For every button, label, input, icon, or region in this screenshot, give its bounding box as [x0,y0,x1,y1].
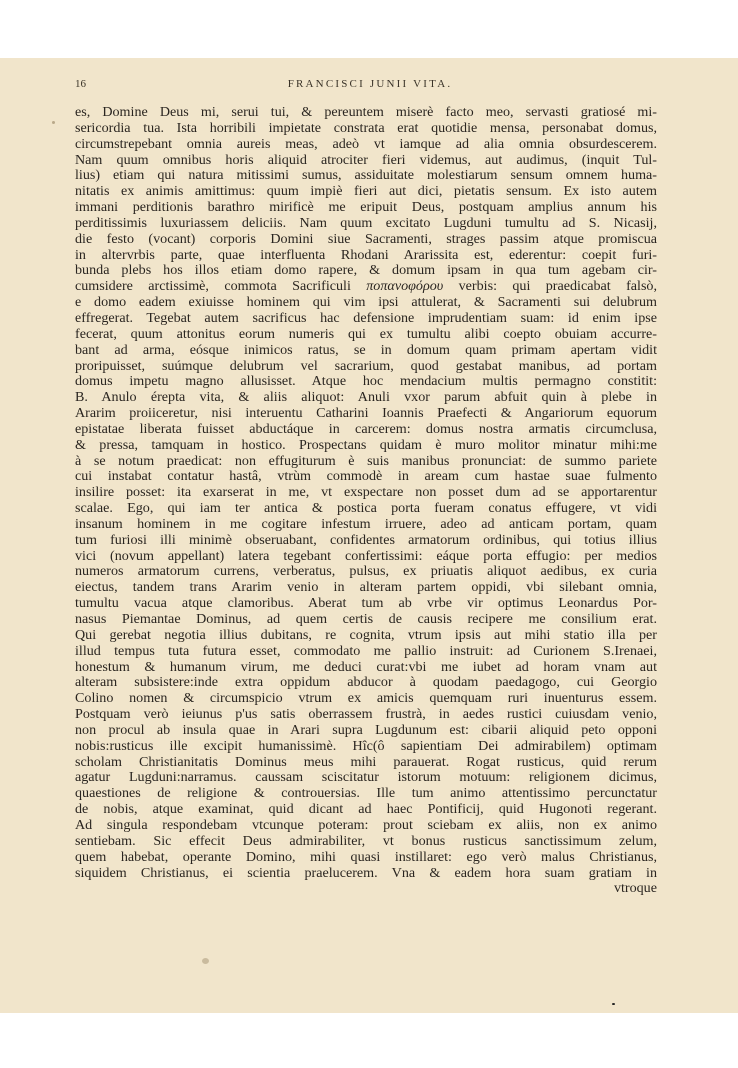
ink-speck [202,958,209,964]
text-line: Nam quum omnibus horis aliquid atrociter fieri videmus, aut audimus, (inquit Tul- [75,151,657,168]
ink-speck [612,1003,615,1005]
text-line: quaestiones de religione & controuersias. Ille tum animo attentissimo percunctatur [75,785,657,802]
text-line: à se notum praedicat: non effugiturum è suis manibus pronunciat: de summo pariete [75,452,657,469]
text-line: lius) etiam qui natura mitissimi sumus, assiduitate molestiarum sensum omnem huma- [75,167,657,184]
text-line: agatur Lugduni:narramus. caussam sciscitatur istorum motuum: religionem dicimus, [75,769,657,786]
ink-speck [52,121,55,124]
text-line: sentiebam. Sic effecit Deus admirabiliter, vt bonus rusticus sanctissimum zelum, [75,832,657,849]
text-line: illud tempus tuta futura esset, commodato me pallio instruit: ad Curionem S.Irenaei, [75,642,657,659]
text-line: de nobis, atque examinat, quid dicant ad haec Pontificij, quid Hugonoti regerant. [75,801,657,818]
text-line: immani perditionis barathro mirificè me eripuit Deus, postquam amplius annum his [75,199,657,216]
text-line: nobis:rusticus ille excipit humanissimè. Hîc(ô sapientiam Dei admirabilem) optimam [75,737,657,754]
page-number: 16 [75,78,86,90]
text-line: nitatis ex animis amittimus: quum impiè fieri aut dici, pietatis sensum. Ex isto autem [75,183,657,200]
text-line: Ararim proiiceretur, nisi interuentu Catharini Ioannis Praefecti & Angariorum equorum [75,405,657,422]
text-line: circumstrepebant omnia aureis meas, adeò vt iamque ad alia omnia obsurdescerem. [75,135,657,152]
text-line: non procul ab insula quae in Arari supra Lugdunum est: cibarii aliquid peto opponi [75,721,657,738]
body-text [75,105,657,897]
text-line: es, Domine Deus mi, serui tui, & pereuntem miserè facto meo, servasti gratiosé mi- [75,104,657,120]
text-line: vici (novum appellant) latera tegebant confertissimi: eáque porta effugio: per medios [75,547,657,564]
text-line: effregerat. Tegebat autem sacrificus hac defensione imprudentiam suam: id enim ipse [75,309,657,326]
text-line: Colino nomen & circumspicio vtrum ex amicis quemquam ruri inuenturus essem. [75,690,657,707]
text-line: insilire posset: ita exarserat in me, vt exspectare non posset dum ad se apportarentur [75,484,657,501]
text-line: insanum hominem in me cogitare infestum irruere, adeo ad anticam portam, quam [75,515,657,532]
text-line: in altervrbis parte, quae interfluenta Rhodani Ararissita est, ederentur: coepit furi- [75,246,657,263]
text-line: proripuisset, suúmque delubrum vel sacrarium, quod gestabat manibus, ad portam [75,357,657,374]
catchword: vtroque [613,880,657,897]
text-line: cui instabat contatur hastâ, vtrùm commodè in aream cum hastae suae fulmento [75,468,657,485]
text-line: scholam Christianitatis Dominus meus mihi parauerat. Rogat rusticus, quid rerum [75,753,657,770]
text-line: quem habebat, operante Domino, mihi quasi instillaret: ego verò malus Christianus, [75,848,657,865]
book-page [0,58,738,1013]
text-line: & pressa, tamquam in hostico. Prospectans quidam è muro molitor minatur mihi:me [75,436,657,453]
text-line: bunda plebs hos illos etiam domo rapere, & domum ipsam in qua tum agebam cir- [75,262,657,279]
text-line: scalae. Ego, qui iam ter antica & postica porta fueram conatus effugere, vt vidi [75,500,657,517]
text-line: cumsidere arctissimè, commota Sacrificuli ποπανοφόρου verbis: qui praedicabat falsò, [75,278,657,295]
text-line: die festo (vocant) corporis Domini siue Sacramenti, strages passim atque promiscua [75,230,657,247]
text-line: e domo eadem exiuisse hominem qui vim ipsi attulerat, & Sacramenti sui delubrum [75,294,657,311]
text-line: fecerat, quum attonitus eorum numeris qui ex tumultu alibi coepto obuiam accurre- [75,325,657,342]
text-line: tum furiosi illi minimè obseruabant, confidentes armatorum ordinibus, qui totius illius [75,531,657,548]
text-line: honestum & humanum virum, me deduci curat:vbi me iubet ad horam vnam aut [75,658,657,675]
running-title: FRANCISCI JUNII VITA. [287,78,453,90]
greek-word: ποπανοφόρου [366,278,444,295]
text-line: B. Anulo érepta vita, & aliis aliquot: Anuli vxor parum abfuit quin à plebe in [75,389,657,406]
text-line: epistatae liberata fuisset abductáque in carcerem: domus nostra armatis circumclusa, [75,420,657,437]
text-line: eiectus, tandem trans Ararim venio in alteram partem oppidi, vbi silebant omnia, [75,579,657,596]
text-line: Qui gerebat negotia illius dubitans, re cognita, vtrum ipsis aut mihi statio illa per [75,626,657,643]
text-line: tumultu vacua atque clamoribus. Aberat tum ab vrbe vir optimus Leonardus Por- [75,595,657,612]
text-line: perditissimis luxuriassem deliciis. Nam quum excitato Lugduni tumultu ad S. Nicasij, [75,214,657,231]
text-line: nasus Piemantae Dominus, ad quem certis de causis recipere me consilium erat. [75,611,657,627]
text-line: Ad singula respondebam vtcunque poteram: prout sciebam ex aliis, non ex animo [75,816,657,833]
text-line: domus impetu magno allusisset. Atque hoc mendacium multis permagno constitit: [75,373,657,390]
text-line: numeros armatorum currens, verberatus, pulsus, ex priuatis aliquot aedibus, ex curia [75,563,657,580]
text-line: sericordia tua. Ista horribili impietate constrata erat quotidie mensa, personabat domus, [75,119,657,136]
text-line: bant ad arma, eósque inimicos ratus, se in domum quam primam apertam vidit [75,341,657,358]
text-line: alteram subsistere:inde extra oppidum abducor à quodam paedagogo, cui Georgio [75,674,657,691]
page-header [75,78,665,98]
text-line: siquidem Christianus, ei scientia praelucerem. Vna & eadem hora suam gratiam in [75,864,657,881]
text-line: Postquam verò ieiunus p'us satis oberrassem frustrà, in aedes rustici cuiusdam venio, [75,706,657,723]
